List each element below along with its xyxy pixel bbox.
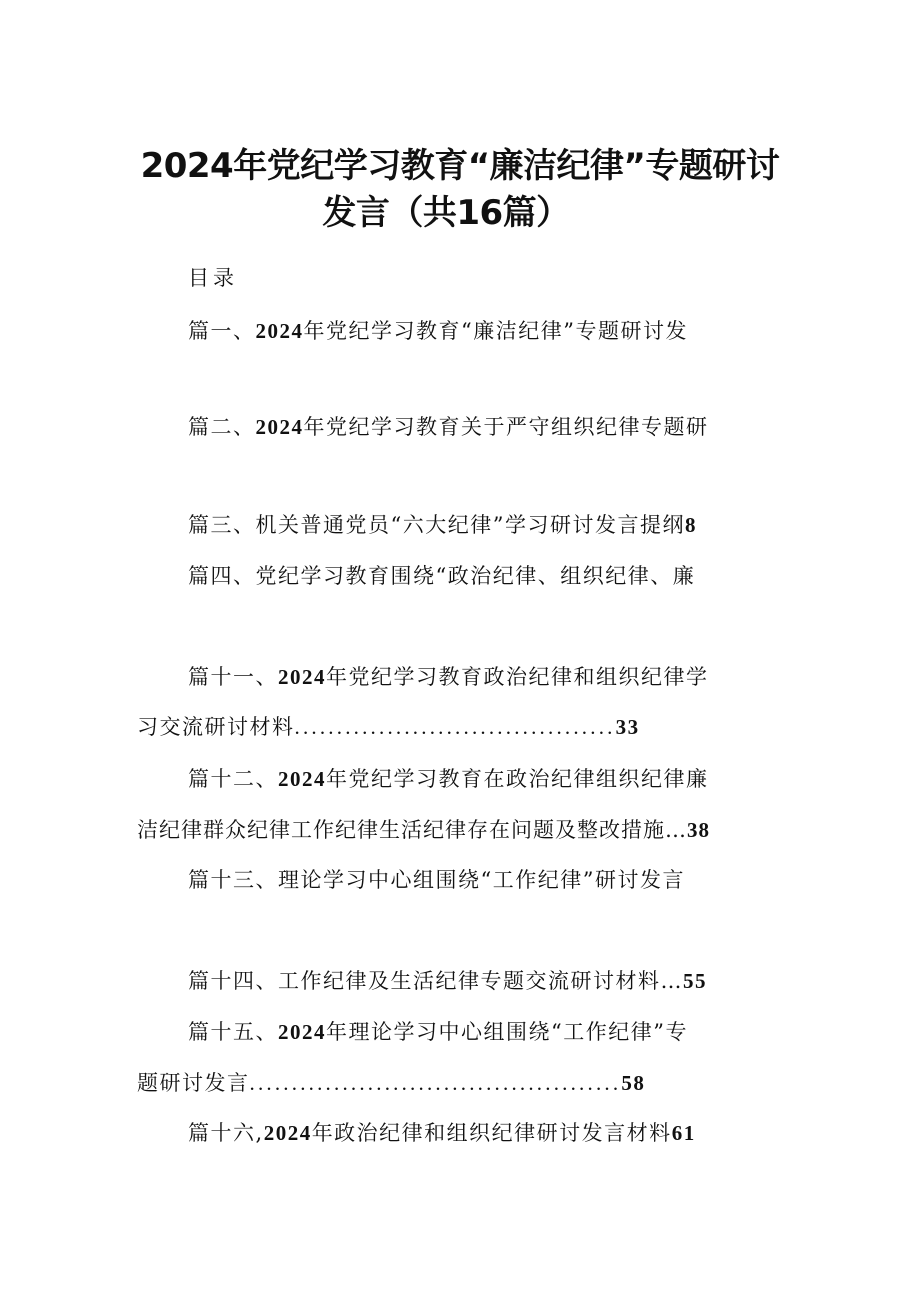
toc-entry-year: 2024 — [278, 767, 326, 791]
toc-entry-prefix: 篇十三、 — [188, 868, 278, 892]
toc-entry-12-continuation[interactable] — [137, 814, 710, 844]
toc-entry-prefix: 篇十五、 — [188, 1020, 278, 1044]
toc-entry-text: 年党纪学习教育在政治纪律组织纪律廉 — [326, 767, 709, 791]
toc-entry-prefix: 篇十四、 — [188, 969, 278, 993]
toc-entry-text: 理论学习中心组围绕“工作纪律”研讨发言 — [278, 868, 685, 892]
toc-leader-dots: ............................................ — [249, 1071, 622, 1095]
toc-entry-15[interactable] — [188, 1016, 688, 1046]
toc-entry-continuation-text: 题研讨发言 — [137, 1071, 250, 1095]
toc-entry-text: 工作纪律及生活纪律专题交流研讨材料… — [278, 969, 683, 993]
document-title-line-2: 发言（共16篇） — [322, 193, 570, 233]
toc-entry-text: 年党纪学习教育“廉洁纪律”专题研讨发 — [303, 319, 688, 343]
toc-entry-prefix: 篇十二、 — [188, 767, 278, 791]
toc-entry-continuation-text: 洁纪律群众纪律工作纪律生活纪律存在问题及整改措施… — [137, 818, 687, 842]
toc-entry-14[interactable] — [188, 965, 707, 995]
toc-entry-15-continuation[interactable] — [137, 1067, 645, 1097]
toc-entry-page: 58 — [621, 1071, 646, 1095]
toc-entry-year: 2024 — [278, 665, 326, 689]
toc-entry-year: 2024 — [278, 1020, 326, 1044]
toc-entry-prefix: 篇四、 — [188, 564, 256, 588]
toc-entry-11-continuation[interactable] — [137, 711, 640, 741]
toc-entry-year: 2024 — [255, 415, 304, 439]
toc-entry-year: 2024 — [255, 319, 304, 343]
toc-entry-4[interactable] — [188, 560, 695, 590]
toc-leader-dots: ...................................... — [294, 715, 616, 739]
toc-entry-text: 年理论学习中心组围绕“工作纪律”专 — [326, 1020, 688, 1044]
toc-entry-prefix: 篇三、 — [188, 513, 256, 537]
toc-entry-text: 年党纪学习教育关于严守组织纪律专题研 — [303, 415, 709, 439]
toc-entry-page: 38 — [687, 818, 710, 842]
toc-entry-3[interactable] — [188, 509, 697, 539]
toc-entry-prefix: 篇二、 — [188, 415, 256, 439]
toc-entry-16[interactable] — [188, 1117, 696, 1147]
toc-heading: 目录 — [188, 266, 238, 290]
toc-entry-text: 年党纪学习教育政治纪律和组织纪律学 — [326, 665, 709, 689]
toc-entry-prefix: 篇一、 — [188, 319, 256, 343]
toc-entry-page: 33 — [615, 715, 640, 739]
toc-entry-text: 年政治纪律和组织纪律研讨发言材料 — [311, 1121, 672, 1145]
toc-entry-prefix: 篇十一、 — [188, 665, 278, 689]
toc-entry-12[interactable] — [188, 763, 709, 793]
toc-entry-page: 55 — [683, 969, 707, 993]
document-title-line-1: 2024年党纪学习教育“廉洁纪律”专题研讨 — [140, 146, 780, 186]
toc-entry-text: 党纪学习教育围绕“政治纪律、组织纪律、廉 — [255, 564, 696, 588]
toc-entry-prefix: 篇十六, — [188, 1121, 264, 1145]
toc-entry-2[interactable] — [188, 411, 709, 441]
toc-entry-year: 2024 — [263, 1121, 312, 1145]
toc-entry-1[interactable] — [188, 315, 688, 345]
toc-entry-text: 机关普通党员“六大纪律”学习研讨发言提纲 — [255, 513, 685, 537]
toc-entry-13[interactable] — [188, 864, 685, 894]
toc-entry-page: 8 — [684, 513, 697, 537]
toc-entry-page: 61 — [671, 1121, 696, 1145]
toc-entry-continuation-text: 习交流研讨材料 — [137, 715, 295, 739]
toc-entry-11[interactable] — [188, 661, 709, 691]
